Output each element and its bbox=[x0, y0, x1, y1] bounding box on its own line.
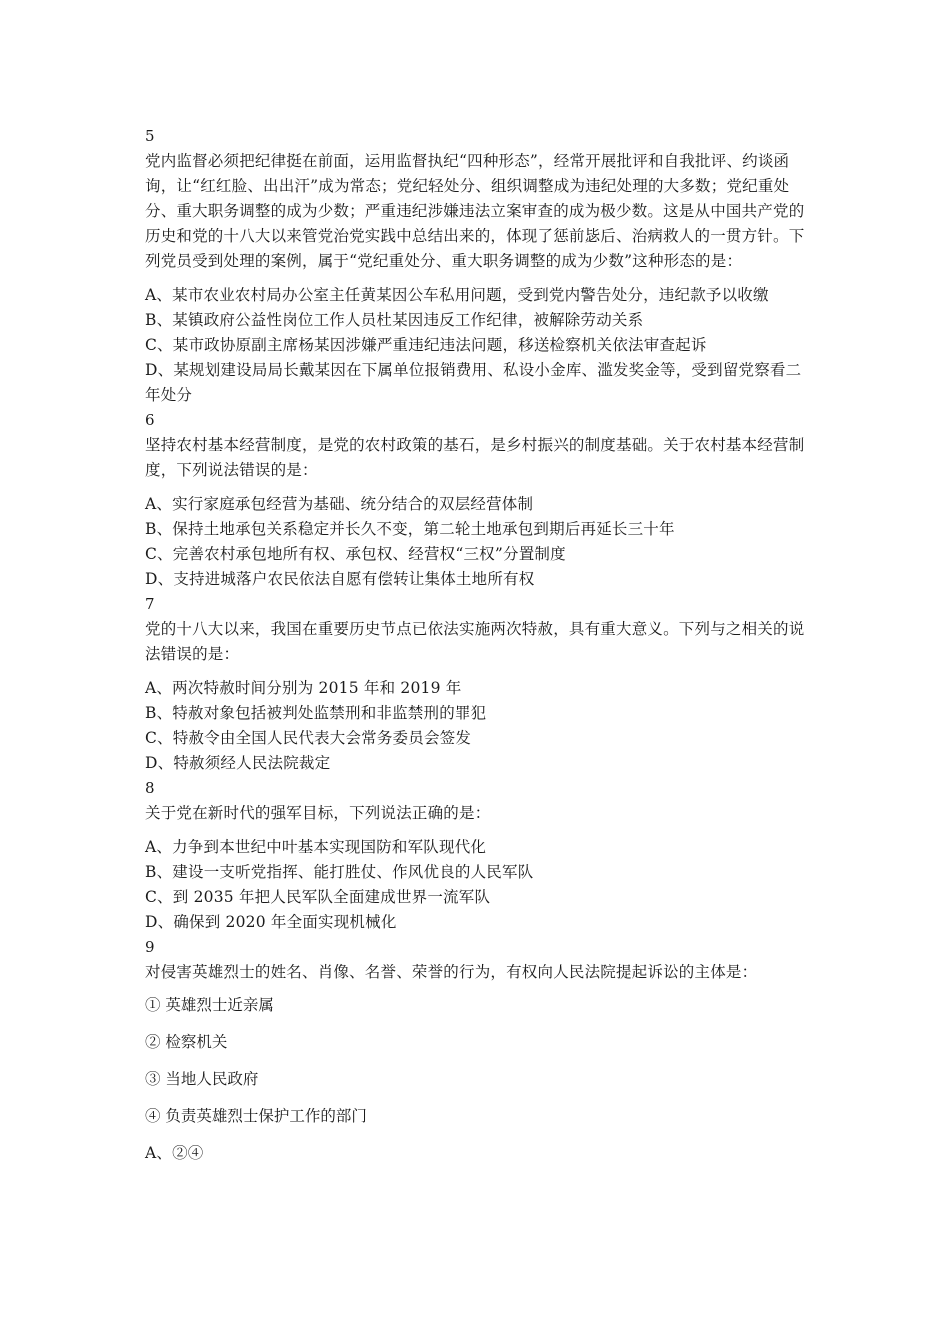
question-stem: 关于党在新时代的强军目标，下列说法正确的是： bbox=[145, 804, 491, 822]
question-stem: 党内监督必须把纪律挺在前面，运用监督执纪“四种形态”，经常开展批评和自我批评、约谈函询，让“红红脸、出出汗”成为常态；党纪轻处分、组织调整成为违纪处理的大多数；党纪重处分、重大职务调整的成为少数；严重违纪涉嫌违法立案审查的成为极少数。这是从中国共产党的历史和党的十八大以来管党治党实践中总结出来的，体现了惩前毖后、治病救人的一贯方针。下列党员受到处理的案例，属于“党纪重处分、重大职务调整的成为少数”这种形态的是： bbox=[145, 152, 805, 270]
question-number: 5 bbox=[145, 127, 155, 145]
question-number: 8 bbox=[145, 779, 155, 797]
question-5 bbox=[145, 124, 815, 408]
question-stem: 坚持农村基本经营制度，是党的农村政策的基石，是乡村振兴的制度基础。关于农村基本经营制度，下列说法错误的是： bbox=[145, 436, 805, 479]
option-d: D、支持进城落户农民依法自愿有偿转让集体土地所有权 bbox=[145, 570, 535, 588]
option-a: A、某市农业农村局办公室主任黄某因公车私用问题，受到党内警告处分，违纪款予以收缴 bbox=[145, 286, 769, 304]
option-a: A、实行家庭承包经营为基础、统分结合的双层经营体制 bbox=[145, 495, 534, 513]
question-number: 9 bbox=[145, 938, 155, 956]
statement-item-3: ③ 当地人民政府 bbox=[145, 1070, 259, 1088]
document-page bbox=[145, 124, 815, 1166]
option-b: B、特赦对象包括被判处监禁刑和非监禁刑的罪犯 bbox=[145, 704, 487, 722]
option-c: C、某市政协原副主席杨某因涉嫌严重违纪违法问题，移送检察机关依法审查起诉 bbox=[145, 336, 707, 354]
option-b: B、建设一支听党指挥、能打胜仗、作风优良的人民军队 bbox=[145, 863, 534, 881]
statement-item-4: ④ 负责英雄烈士保护工作的部门 bbox=[145, 1107, 367, 1125]
question-number: 6 bbox=[145, 411, 155, 429]
option-b: B、某镇政府公益性岗位工作人员杜某因违反工作纪律，被解除劳动关系 bbox=[145, 311, 644, 329]
question-9 bbox=[145, 935, 815, 1166]
option-a: A、②④ bbox=[145, 1144, 204, 1162]
option-a: A、两次特赦时间分别为 2015 年和 2019 年 bbox=[145, 679, 462, 697]
option-b: B、保持土地承包关系稳定并长久不变，第二轮土地承包到期后再延长三十年 bbox=[145, 520, 675, 538]
statement-item-2: ② 检察机关 bbox=[145, 1033, 228, 1051]
option-c: C、特赦令由全国人民代表大会常务委员会签发 bbox=[145, 729, 472, 747]
statement-item-1: ① 英雄烈士近亲属 bbox=[145, 996, 274, 1014]
question-number: 7 bbox=[145, 595, 155, 613]
option-a: A、力争到本世纪中叶基本实现国防和军队现代化 bbox=[145, 838, 487, 856]
question-stem: 对侵害英雄烈士的姓名、肖像、名誉、荣誉的行为，有权向人民法院提起诉讼的主体是： bbox=[145, 963, 758, 981]
option-d: D、某规划建设局局长戴某因在下属单位报销费用、私设小金库、滥发奖金等，受到留党察看二年处分 bbox=[145, 361, 802, 404]
option-d: D、确保到 2020 年全面实现机械化 bbox=[145, 913, 397, 931]
question-6 bbox=[145, 408, 815, 592]
question-8 bbox=[145, 776, 815, 935]
question-7 bbox=[145, 592, 815, 776]
option-d: D、特赦须经人民法院裁定 bbox=[145, 754, 331, 772]
option-c: C、完善农村承包地所有权、承包权、经营权“三权”分置制度 bbox=[145, 545, 566, 563]
option-c: C、到 2035 年把人民军队全面建成世界一流军队 bbox=[145, 888, 491, 906]
question-stem: 党的十八大以来，我国在重要历史节点已依法实施两次特赦，具有重大意义。下列与之相关的说法错误的是： bbox=[145, 620, 805, 663]
